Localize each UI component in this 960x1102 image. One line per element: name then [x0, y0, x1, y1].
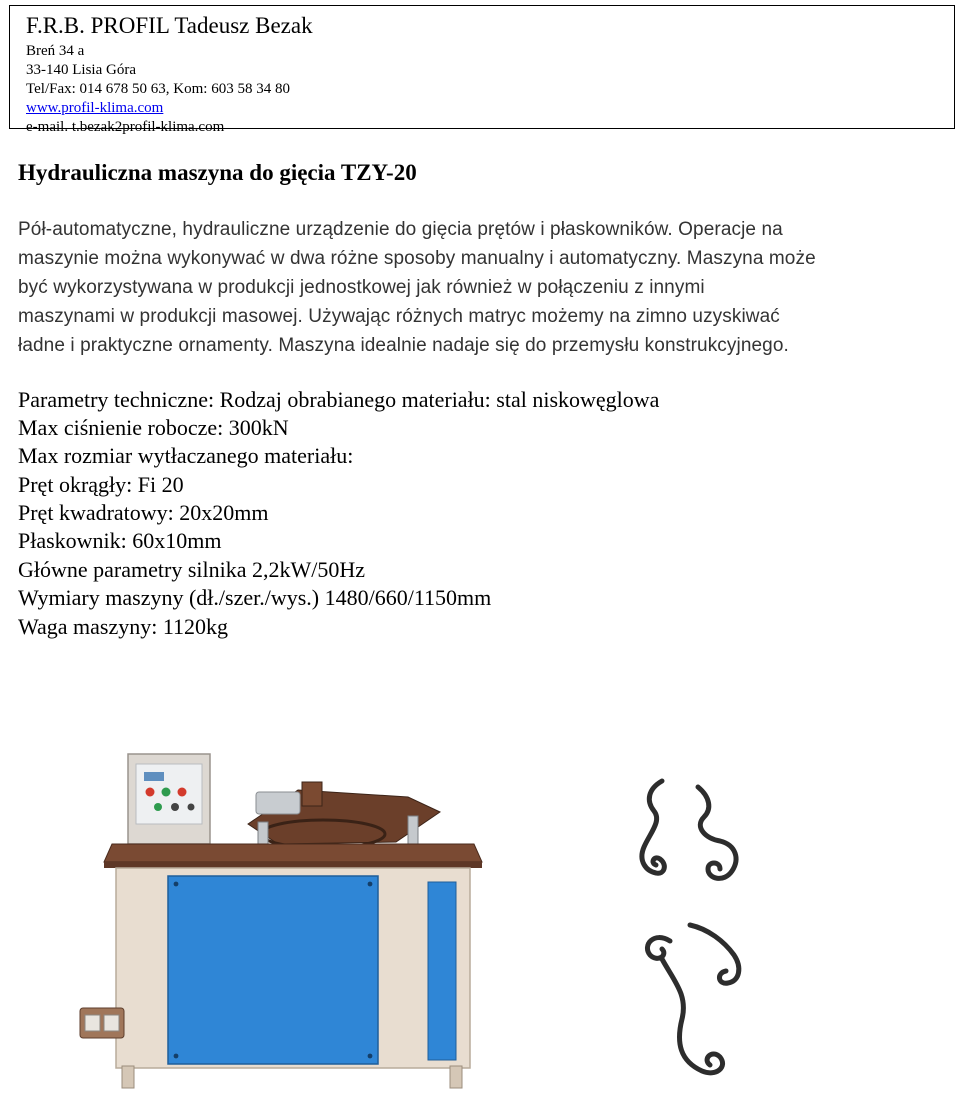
description-line: maszynie można wykonywać w dwa różne sposoby manualny i automatyczny. Maszyna może — [18, 248, 816, 269]
foot-pedal-switch — [104, 1015, 119, 1031]
hydraulic-cylinder — [256, 792, 300, 814]
parameter-line: Główne parametry silnika 2,2kW/50Hz — [18, 557, 366, 582]
red-button-icon — [146, 788, 155, 797]
parameter-line: Pręt kwadratowy: 20x20mm — [18, 500, 269, 525]
die-block — [302, 782, 322, 806]
parameter-line: Płaskownik: 60x10mm — [18, 528, 222, 553]
bending-machine-photo — [78, 752, 490, 1092]
company-city: 33-140 Lisia Góra — [26, 62, 136, 78]
machine-leg — [122, 1066, 134, 1088]
worktop-edge — [104, 862, 482, 868]
bolt-icon — [174, 882, 179, 887]
parameter-line: Max ciśnienie robocze: 300kN — [18, 415, 289, 440]
black-button-icon — [188, 804, 195, 811]
company-email: e-mail. t.bezak2profil-klima.com — [26, 119, 225, 135]
scroll-ornament — [647, 938, 722, 1073]
bolt-icon — [368, 1054, 373, 1059]
scroll-ornament — [698, 787, 736, 878]
bolt-icon — [368, 882, 373, 887]
company-street: Breń 34 a — [26, 43, 85, 59]
description-line: ładne i praktyczne ornamenty. Maszyna idealnie nadaje się do przemysłu konstrukcyjnego. — [18, 335, 789, 356]
red-button-icon — [178, 788, 187, 797]
scroll-ornament — [642, 781, 664, 873]
company-name: F.R.B. PROFIL Tadeusz Bezak — [26, 13, 313, 38]
support-post — [408, 816, 418, 846]
company-website-link[interactable]: www.profil-klima.com — [26, 100, 164, 116]
parameter-line: Wymiary maszyny (dł./szer./wys.) 1480/660/1150mm — [18, 585, 492, 610]
parameter-line: Pręt okrągły: Fi 20 — [18, 472, 184, 497]
foot-pedal-switch — [85, 1015, 100, 1031]
green-button-icon — [154, 803, 162, 811]
black-button-icon — [171, 803, 179, 811]
cabinet-side-panel — [428, 882, 456, 1060]
company-phone: Tel/Fax: 014 678 50 63, Kom: 603 58 34 80 — [26, 81, 290, 97]
description-line: maszynami w produkcji masowej. Używając różnych matryc możemy na zimno uzyskiwać — [18, 306, 780, 327]
company-header-box — [9, 5, 955, 135]
product-title: Hydrauliczna maszyna do gięcia TZY-20 — [18, 160, 417, 185]
worktop — [104, 844, 482, 862]
cabinet-blue-door — [168, 876, 378, 1064]
description-line: być wykorzystywana w produkcji jednostkowej jak również w połączeniu z innymi — [18, 277, 705, 298]
scroll-ornament — [690, 925, 739, 983]
description-line: Pół-automatyczne, hydrauliczne urządzenie do gięcia prętów i płaskowników. Operacje na — [18, 219, 783, 240]
green-button-icon — [162, 788, 171, 797]
display-window — [144, 772, 164, 781]
machine-leg — [450, 1066, 462, 1088]
parameter-line: Waga maszyny: 1120kg — [18, 614, 229, 639]
parameter-line: Max rozmiar wytłaczanego materiału: — [18, 443, 354, 468]
parameter-line: Parametry techniczne: Rodzaj obrabianego materiału: stal niskowęglowa — [18, 387, 660, 412]
bolt-icon — [174, 1054, 179, 1059]
ornament-samples-photo — [628, 775, 758, 1085]
